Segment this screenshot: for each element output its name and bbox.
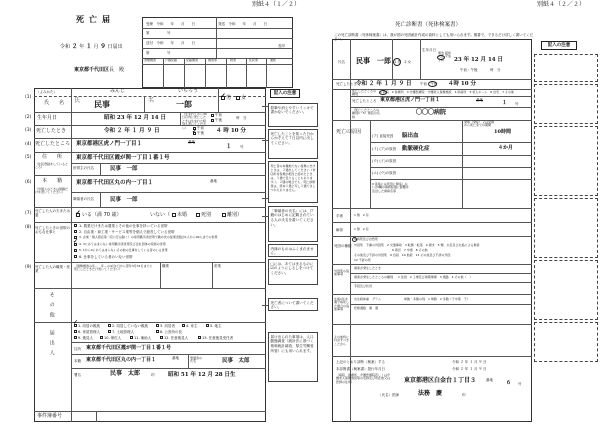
spouse-divorced: 離別） [227, 212, 243, 218]
sex-male-check-mark: ✓ [220, 91, 226, 100]
cert-place-go: 号 [515, 102, 519, 106]
sex-male-label: 男 [226, 95, 232, 101]
cert-external-label: 外因死の追加事項 [334, 269, 350, 277]
left-page-label: 別紙４（１／２） [252, 1, 301, 8]
spouse-label: 死亡した人の夫または妻 [35, 209, 70, 218]
job-occupation-label: 職業 [162, 264, 169, 268]
right-note-1 [534, 54, 598, 82]
honseki-head-label: 筆頭者の氏名 [73, 197, 94, 201]
sex-female-checkbox[interactable] [236, 96, 240, 100]
death-pm-check-mark: ✓ [192, 128, 198, 135]
cert-injury-when-label: 傷害が発生したとき [354, 266, 382, 270]
left-note-8: 届け出られた事項は、人口動態調査（統計法に基づく基幹統計調査、厚生労働省所管）にも用いられます。 [268, 332, 318, 382]
cert-sign-banchi: 番地 [486, 378, 493, 382]
cert-place-banchi: 番地 [476, 98, 483, 102]
spouse-dead: 死別 [201, 212, 212, 218]
birth-am: 午前 [215, 113, 222, 117]
cert-death-kind-label: 死因の種類 [334, 244, 352, 248]
cert-death-kind-1: 1 病死及び自然死 [354, 237, 378, 241]
cert-death-kind-4: その他及び不詳の外因死 9 自殺 10 他殺 11 その他及び不詳の外因 [354, 253, 451, 257]
informant-head-value: 民事 太郎 [222, 358, 250, 364]
reception-col-7: 通知 [270, 58, 277, 62]
honseki-head-value: 民事 一郎 [110, 197, 138, 203]
cert-cause-b-period: ４か月 [498, 145, 514, 151]
case-number-label: 事件簿番号 [37, 413, 63, 419]
cert-facility-label: （死亡したところの種別1～5）施設の名称 [352, 108, 380, 119]
birth-pm-checkbox[interactable] [211, 119, 214, 122]
other-label: そ の 他 [48, 292, 55, 317]
honseki-value: 東京都千代田区丸の内一丁目１ [76, 180, 154, 186]
cert-death-when-label: 死亡したとき [336, 82, 357, 86]
informant-7-checkbox[interactable] [108, 330, 111, 333]
informant-item-10: 10. 保佐人 [104, 336, 122, 340]
cert-period-label: 発病（発症）又は受傷から死亡までの期間 [464, 120, 495, 128]
occupation-item-3: 3. 企業・個人商店等（官公庁は除く）の常用勤労者世帯で勤め先の従業者数が1人から99人までの世帯 [79, 235, 218, 239]
cert-name-label: 氏名 [338, 60, 345, 64]
spouse-yes: いる（満 70 歳） [82, 212, 122, 218]
informant-4-checkbox[interactable] [182, 324, 185, 327]
reception-r1b: 発送 令和 年 月 日 [218, 22, 267, 26]
informant-item-11: 11. 補助人 [134, 336, 152, 340]
cert-place-value: 東京都港区虎ノ門一丁目１ [380, 97, 441, 103]
occupation-label: 死亡したときの世帯のおもな仕事と [35, 226, 70, 235]
furigana-given: いちろう [178, 88, 199, 94]
cert-cause-a-value: 脳出血 [402, 133, 419, 139]
reception-col-6: 住民票 [249, 58, 259, 62]
death-label: 死亡したとき [36, 128, 67, 134]
furigana-family: みんじ [110, 88, 126, 94]
cert-death-kind-2: 外因死 不慮の外因死 2 交通事故 3 転倒・転落 4 溺水 5 煙、火災及び火焔による傷害 [354, 243, 480, 247]
occupation-4-check-mark: ✓ [73, 238, 79, 245]
cert-death-when-pm-circle [428, 81, 437, 87]
cert-sign-number: ６ [506, 380, 512, 386]
occupation-1-checkbox[interactable] [74, 224, 77, 227]
right-note-3 [534, 126, 598, 196]
informant-sign-label: 署名 [74, 373, 81, 377]
cert-cause-label: 死亡の原因 [336, 129, 362, 135]
cert-cause-b-label: (イ) (ア)の原因 [372, 147, 397, 151]
cert-death-when-value: 令和 ２ 年 １ 月 ９ 日 [356, 81, 412, 87]
cert-birth-am-pm: 午前・午後 [460, 68, 478, 72]
cert-cause-b-value: 動脈硬化症 [402, 146, 430, 152]
reception-r3b: 長印 [278, 44, 285, 48]
informant-2-checkbox[interactable] [108, 324, 111, 327]
honseki-label: 本 籍 [42, 178, 63, 184]
informant-1-check-mark: ✓ [73, 319, 79, 326]
cert-death-kind-circle [352, 237, 357, 242]
occupation-item-1: 1. 農業だけまたは農業とその他の仕事を持っている世帯 [79, 224, 168, 228]
spouse-yes-check-mark: ✓ [75, 208, 81, 217]
cert-autopsy-options: 1 無 2 有 [354, 227, 369, 231]
right-note-6 [534, 322, 598, 362]
reception-col-2: 戸籍記載 [165, 58, 178, 62]
cert-newborn-weight: 出生時体重 グラム [354, 297, 381, 301]
cert-newborn-kind: 単胎・多胎の別 1 単胎 2 多胎（子中第 子） [404, 297, 470, 301]
informant-address-value: 東京都千代田区霞が関一丁目１番１号 [86, 345, 172, 351]
reception-r1: 受理 令和 年 月 日 [146, 22, 195, 26]
reception-r3: 送付 令和 年 月 日 [146, 41, 195, 45]
informant-9-checkbox[interactable] [74, 336, 77, 339]
informant-item-3: 3. 同居者 [160, 324, 175, 328]
cert-place-type-circle [379, 90, 387, 95]
cert-birth-era: 明治 昭和 大正 平成 令和 [438, 51, 451, 62]
informant-birth-value: 昭和 51 年 12 月 28 日生 [168, 372, 236, 378]
sex-female-label: 女 [241, 95, 247, 101]
cert-surgery-label: 手術 [336, 214, 343, 218]
cert-facility-value: 〇〇〇病院 [416, 109, 447, 116]
cert-sign-line1: 上記のとおり診断（検案）する [336, 360, 385, 364]
informant-item-2: 2. 同居していない親族 [112, 324, 148, 328]
right-note-2 [534, 84, 598, 124]
right-note-4 [534, 198, 598, 258]
left-note-4: 「筆頭者の氏名」には、戸籍のはじめに記載されている人の氏名を書いてください。 [268, 206, 318, 242]
cert-birth-label: 生年月日 [422, 48, 436, 52]
cert-death-kind-3: 6 窒息 7 中毒 8 その他 [392, 248, 428, 252]
cert-surgery-options: 1 無 2 有 [354, 213, 369, 217]
job-industry-label: 産業 [214, 264, 221, 268]
cert-sign-hospital-label: （病院、診療所、介護医療院若しくは介護老人保健施設等の名称及び所在地又は医師の住所） [336, 373, 391, 384]
informant-item-13: 13. 任意後見受任者 [202, 336, 234, 340]
cert-sign-go: 号 [518, 382, 522, 386]
left-note-5: 内縁のものはふくまれません。 [268, 244, 318, 257]
name-label: 氏 名 [44, 100, 65, 106]
spouse-divorced-checkbox[interactable] [222, 213, 226, 217]
given-name: 一郎 [176, 99, 192, 109]
addressee: 東京都千代田区長 殿 [74, 67, 125, 73]
death-value: 令和 ２ 年 １ 月 ９ 日 [104, 128, 160, 134]
honseki-banchi: 番地 [210, 179, 217, 183]
occupation-item-5: 5. 1から4にあてはまらないその他の仕事をしている者のいる世帯 [79, 248, 168, 252]
cert-birth-time: 時 分 [490, 68, 501, 72]
left-note-7: 死亡者について書いてください。 [268, 298, 318, 311]
cert-birth-era-circle [437, 55, 445, 60]
informant-10-checkbox[interactable] [100, 336, 103, 339]
cert-sign-seal: 印 [462, 393, 466, 397]
cert-place-number: １ [502, 100, 508, 106]
informant-head-label: 筆頭者の氏名 [190, 356, 203, 364]
left-title: 死亡届 [76, 15, 115, 24]
informant-seal: 印 [151, 373, 155, 377]
place-value: 東京都港区虎ノ門一丁目１ [76, 141, 143, 147]
informant-sign-value: 民事 太郎 [110, 370, 141, 377]
cert-cause-c-label: (ウ) (イ)の原因 [372, 159, 397, 163]
occupation-5-checkbox[interactable] [74, 249, 77, 252]
cert-sign-doctor-value: 法務 慶 [418, 390, 443, 397]
occupation-item-4: 4. 3にあてはまらない常用勤労者世帯及び会社団体の役員の世帯 [79, 242, 166, 246]
cert-sex-male-circle [393, 58, 401, 66]
cert-injury-how-label: 手段及び状況 [354, 284, 373, 288]
informant-13-checkbox[interactable] [198, 336, 201, 339]
address-label: 住 所 [42, 154, 63, 160]
left-notes-title: 記入の注意 [270, 89, 300, 98]
occupation-2-checkbox[interactable] [74, 230, 77, 233]
birth-label: 生年月日 [37, 115, 58, 121]
job-note: （国勢調査の年… 年…の4月1日から翌年3月31日までに死亡したときだけ書いてください） [74, 264, 153, 272]
occupation-item-6: 6. 仕事をしている者のいない世帯 [79, 255, 133, 259]
informant-address-label: 住所 [74, 347, 81, 351]
cert-place-label: 死亡したところ [352, 99, 377, 103]
informant-item-12: 12. 任意後見人 [164, 336, 189, 340]
furigana-label: （よみかた） [36, 90, 57, 94]
right-note-5 [534, 260, 598, 320]
cert-newborn-label: 生後1年未満で病死した場合の追加事項 [334, 297, 350, 312]
reception-col-1: 書類調査 [144, 58, 157, 62]
cert-cause-a-label: (ア) 直接死因 [372, 134, 394, 138]
informant-item-9: 9. 後見人 [78, 336, 93, 340]
cert-cause-d-label: (エ) (ウ)の原因 [372, 171, 397, 175]
informant-11-checkbox[interactable] [130, 336, 133, 339]
informant-3-checkbox[interactable] [156, 324, 159, 327]
cert-sign-line2: 本診断書（検案書）発行年月日 [336, 367, 385, 371]
informant-item-5: 5. 地主 [210, 324, 222, 328]
informant-item-8: 8. 公設所の長 [160, 330, 182, 334]
informant-5-checkbox[interactable] [206, 324, 209, 327]
informant-honseki-value: 東京都千代田区丸の内一丁目１ [86, 357, 157, 363]
informant-item-7: 7. 土地管理人 [112, 330, 134, 334]
cert-cause-ii-label: II 直接には死因に関係しないがI欄の傷病経過に影響を及ぼした傷病名等 [372, 182, 409, 193]
honseki-sub: （外国人のときは国籍だけを書いてください） [35, 187, 69, 195]
place-go: 号 [240, 145, 244, 149]
informant-honseki-banchi: 番地 [172, 356, 179, 360]
left-note-3: 死亡者の本籍地でない役場に出すときは、２通出してください（市区町村役場が相当と認めたときは、１通で足りることもあります。）。２通の場合でも、死亡診断書は、原本１通と写し１通でさしつかえありません。 [268, 161, 318, 203]
cert-place-type-label: 死亡したところの種別 [352, 89, 377, 97]
reception-r2: 第 号 [146, 31, 171, 35]
cert-sign-date2: 令和 ２ 年 １ 月 ９ 日 [452, 367, 487, 371]
death-pm: 午後 [197, 131, 204, 135]
cert-sign-doctor-label: （氏名）医師 [378, 393, 399, 397]
death-time: ４ 時 10 分 [216, 128, 246, 134]
job-label: 死亡した人の職業・産業 [35, 265, 70, 274]
birth-am-checkbox[interactable] [211, 114, 214, 117]
right-page-label: 別紙４（２／２） [537, 1, 586, 8]
cert-cause-a-period: 10時間 [494, 129, 511, 135]
cert-newborn-weeks: 妊娠週数 満 週 [354, 306, 379, 310]
reception-col-3: 記載調査 [186, 58, 199, 62]
occupation-item-2: 2. 自由業・商工業・サービス業等を個人で経営している世帯 [79, 230, 175, 234]
cert-death-when-time: ４時 10 分 [448, 81, 476, 87]
spouse-dead-checkbox[interactable] [196, 213, 200, 217]
cert-sign-date1: 令和 ２ 年 １ 月 ９ 日 [452, 360, 487, 364]
informant-8-checkbox[interactable] [156, 330, 159, 333]
informant-label: 届 出 人 [48, 330, 55, 355]
death-am: 午前 [197, 126, 204, 130]
birth-note: （生まれてから30日以内に死亡したときは生まれた時刻も書いてください） [182, 112, 207, 130]
reception-col-4: 調査票 [208, 58, 218, 62]
place-label: 死亡したところ [35, 141, 71, 147]
informant-item-6: 6. 家屋管理人 [78, 330, 100, 334]
householder-value: 民事 一郎 [110, 166, 138, 172]
right-intro: この死亡診断書（死体検案書）は、我が国の死因統計作成の資料としても用いられます。楷書で、できるだけ詳しく書いてください。 [334, 33, 534, 42]
cert-place-types: 1 病院 2 診療所 3 介護医療院・介護老人保健施設 4 助産所 5 老人ホーム 6 自宅 7 その他 [380, 90, 515, 94]
left-note-6: □には、あてはまるものに☑のようにしるしをつけてください。 [268, 259, 318, 285]
birth-value: 昭和 23 年 12 月 14 日 [104, 115, 166, 121]
spouse-no: いない（ [150, 212, 171, 218]
cert-birth-value: 23 年 12 月 14 日 [454, 57, 504, 63]
birth-time: 時 分 [236, 116, 247, 120]
spouse-unmarried: 未婚 [177, 212, 188, 218]
informant-item-1: 1. 同居の親族 [78, 324, 100, 328]
reception-r4: 第 号 [146, 51, 171, 55]
address-value: 東京都千代田区霞が関一丁目１番１号 [76, 155, 170, 161]
informant-honseki-label: 本籍 [74, 359, 81, 363]
birth-pm: 午後 [215, 118, 222, 122]
reception-col-5: 附票 [230, 58, 237, 62]
family-name: 民事 [94, 99, 110, 109]
cert-death-when-am-pm: 午前・午後 [420, 82, 438, 86]
place-banchi: 番地 [188, 140, 195, 144]
cert-death-kind-5: 12 不詳の死 [354, 258, 371, 262]
cert-name-value: 民事 一郎 [356, 56, 391, 65]
occupation-6-checkbox[interactable] [74, 255, 77, 258]
informant-6-checkbox[interactable] [74, 330, 77, 333]
right-title: 死亡診断書（死体検案書） [395, 22, 462, 28]
cert-other-label: その他特に付言すべきことがら [334, 335, 350, 346]
cert-sex-options: 1 男 2 女 [394, 60, 412, 64]
left-note-1: 鉛筆や消えやすいインキで書かないでください。 [268, 103, 318, 127]
informant-item-4: 4. 家主 [186, 324, 198, 328]
cert-injury-place-label: 傷害が発生したところの種別 [354, 275, 394, 279]
informant-12-checkbox[interactable] [160, 336, 163, 339]
right-notes-title: 記入の注意 [541, 41, 577, 50]
householder-label: 世帯主の氏名 [73, 166, 94, 170]
cert-injury-places: 1 住居 2 工場及び建築現場 3 道路 4 その他（ ） [398, 275, 473, 279]
address-sub: （住民登録をしているところ） [35, 162, 69, 170]
spouse-unmarried-checkbox[interactable] [172, 213, 176, 217]
cert-autopsy-label: 解剖 [336, 228, 343, 232]
place-number: １ [226, 144, 232, 150]
notify-date: 令和 ２ 年 １ 月 ９ 日届出 [60, 43, 123, 50]
cert-sign-address: 東京都港区白金台１丁目３ [404, 377, 477, 384]
left-note-2: 死亡したことを知った日からかぞえて７日以内に出してください。 [268, 129, 318, 159]
